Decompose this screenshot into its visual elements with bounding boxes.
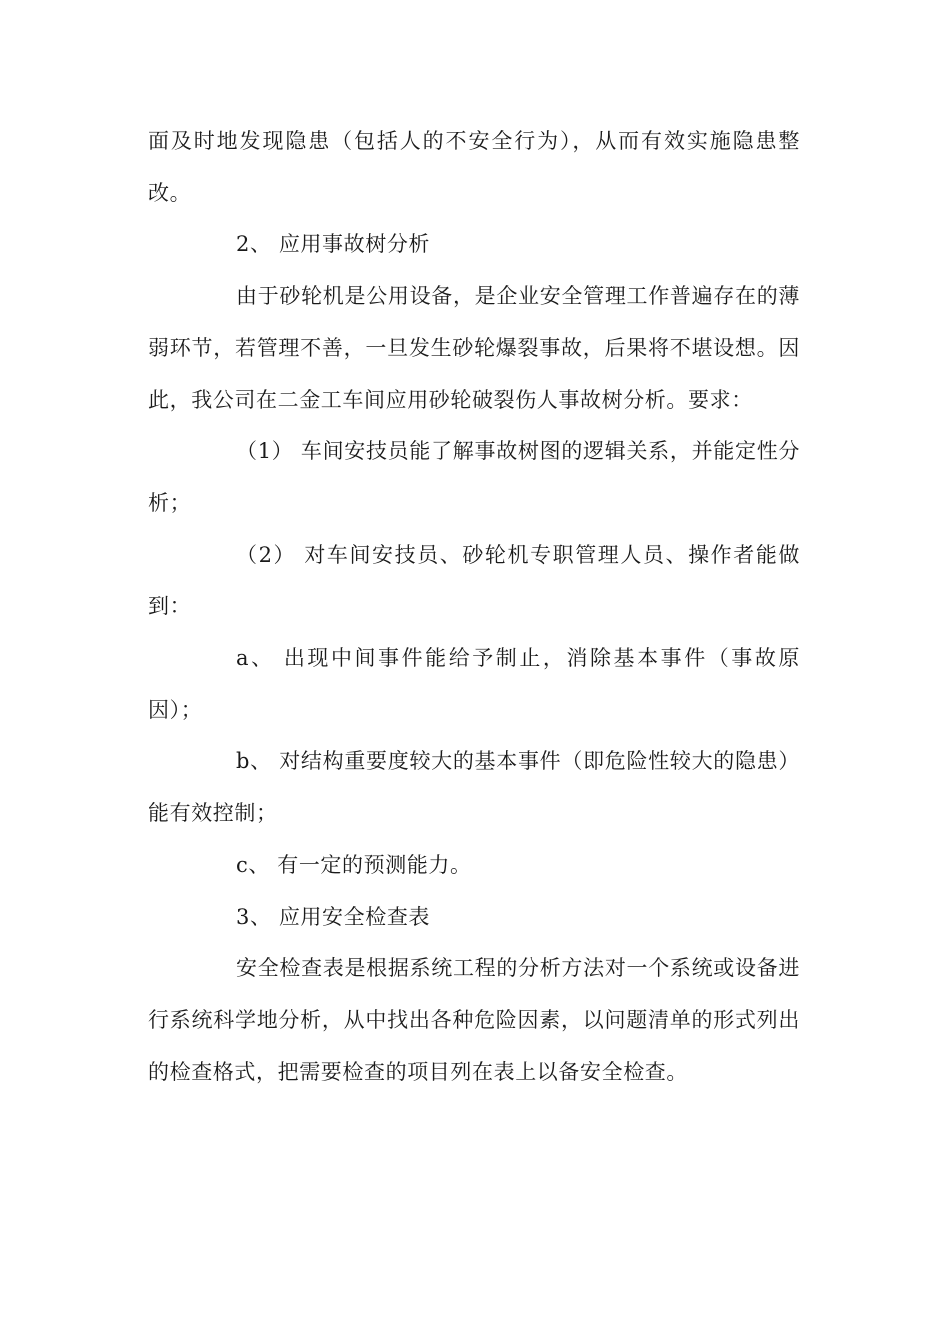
list-item-sub-c: c、 有一定的预测能力。 bbox=[236, 852, 472, 877]
document-body bbox=[148, 116, 800, 1098]
list-item-requirement-1: （1） 车间安技员能了解事故树图的逻辑关系，并能定性分析； bbox=[148, 439, 800, 515]
list-item-sub-a: a、 出现中间事件能给予制止，消除基本事件（事故原因）； bbox=[148, 646, 800, 722]
list-item-requirement-2: （2） 对车间安技员、砂轮机专职管理人员、操作者能做到： bbox=[148, 542, 800, 619]
paragraph-continuation: 面及时地发现隐患（包括人的不安全行为），从而有效实施隐患整改。 bbox=[148, 129, 800, 205]
section-heading-checklist: 3、 应用安全检查表 bbox=[236, 904, 431, 929]
paragraph-checklist-description: 安全检查表是根据系统工程的分析方法对一个系统或设备进行系统科学地分析，从中找出各种危险因素，以问题清单的形式列出的检查格式，把需要检查的项目列在表上以备安全检查。 bbox=[148, 956, 800, 1084]
paragraph-grinder-intro: 由于砂轮机是公用设备，是企业安全管理工作普遍存在的薄弱环节，若管理不善，一旦发生砂轮爆裂事故，后果将不堪设想。因此，我公司在二金工车间应用砂轮破裂伤人事故树分析。要求： bbox=[148, 284, 800, 412]
list-item-sub-b: b、 对结构重要度较大的基本事件（即危险性较大的隐患）能有效控制； bbox=[148, 749, 800, 826]
section-heading-fault-tree: 2、 应用事故树分析 bbox=[236, 232, 431, 257]
